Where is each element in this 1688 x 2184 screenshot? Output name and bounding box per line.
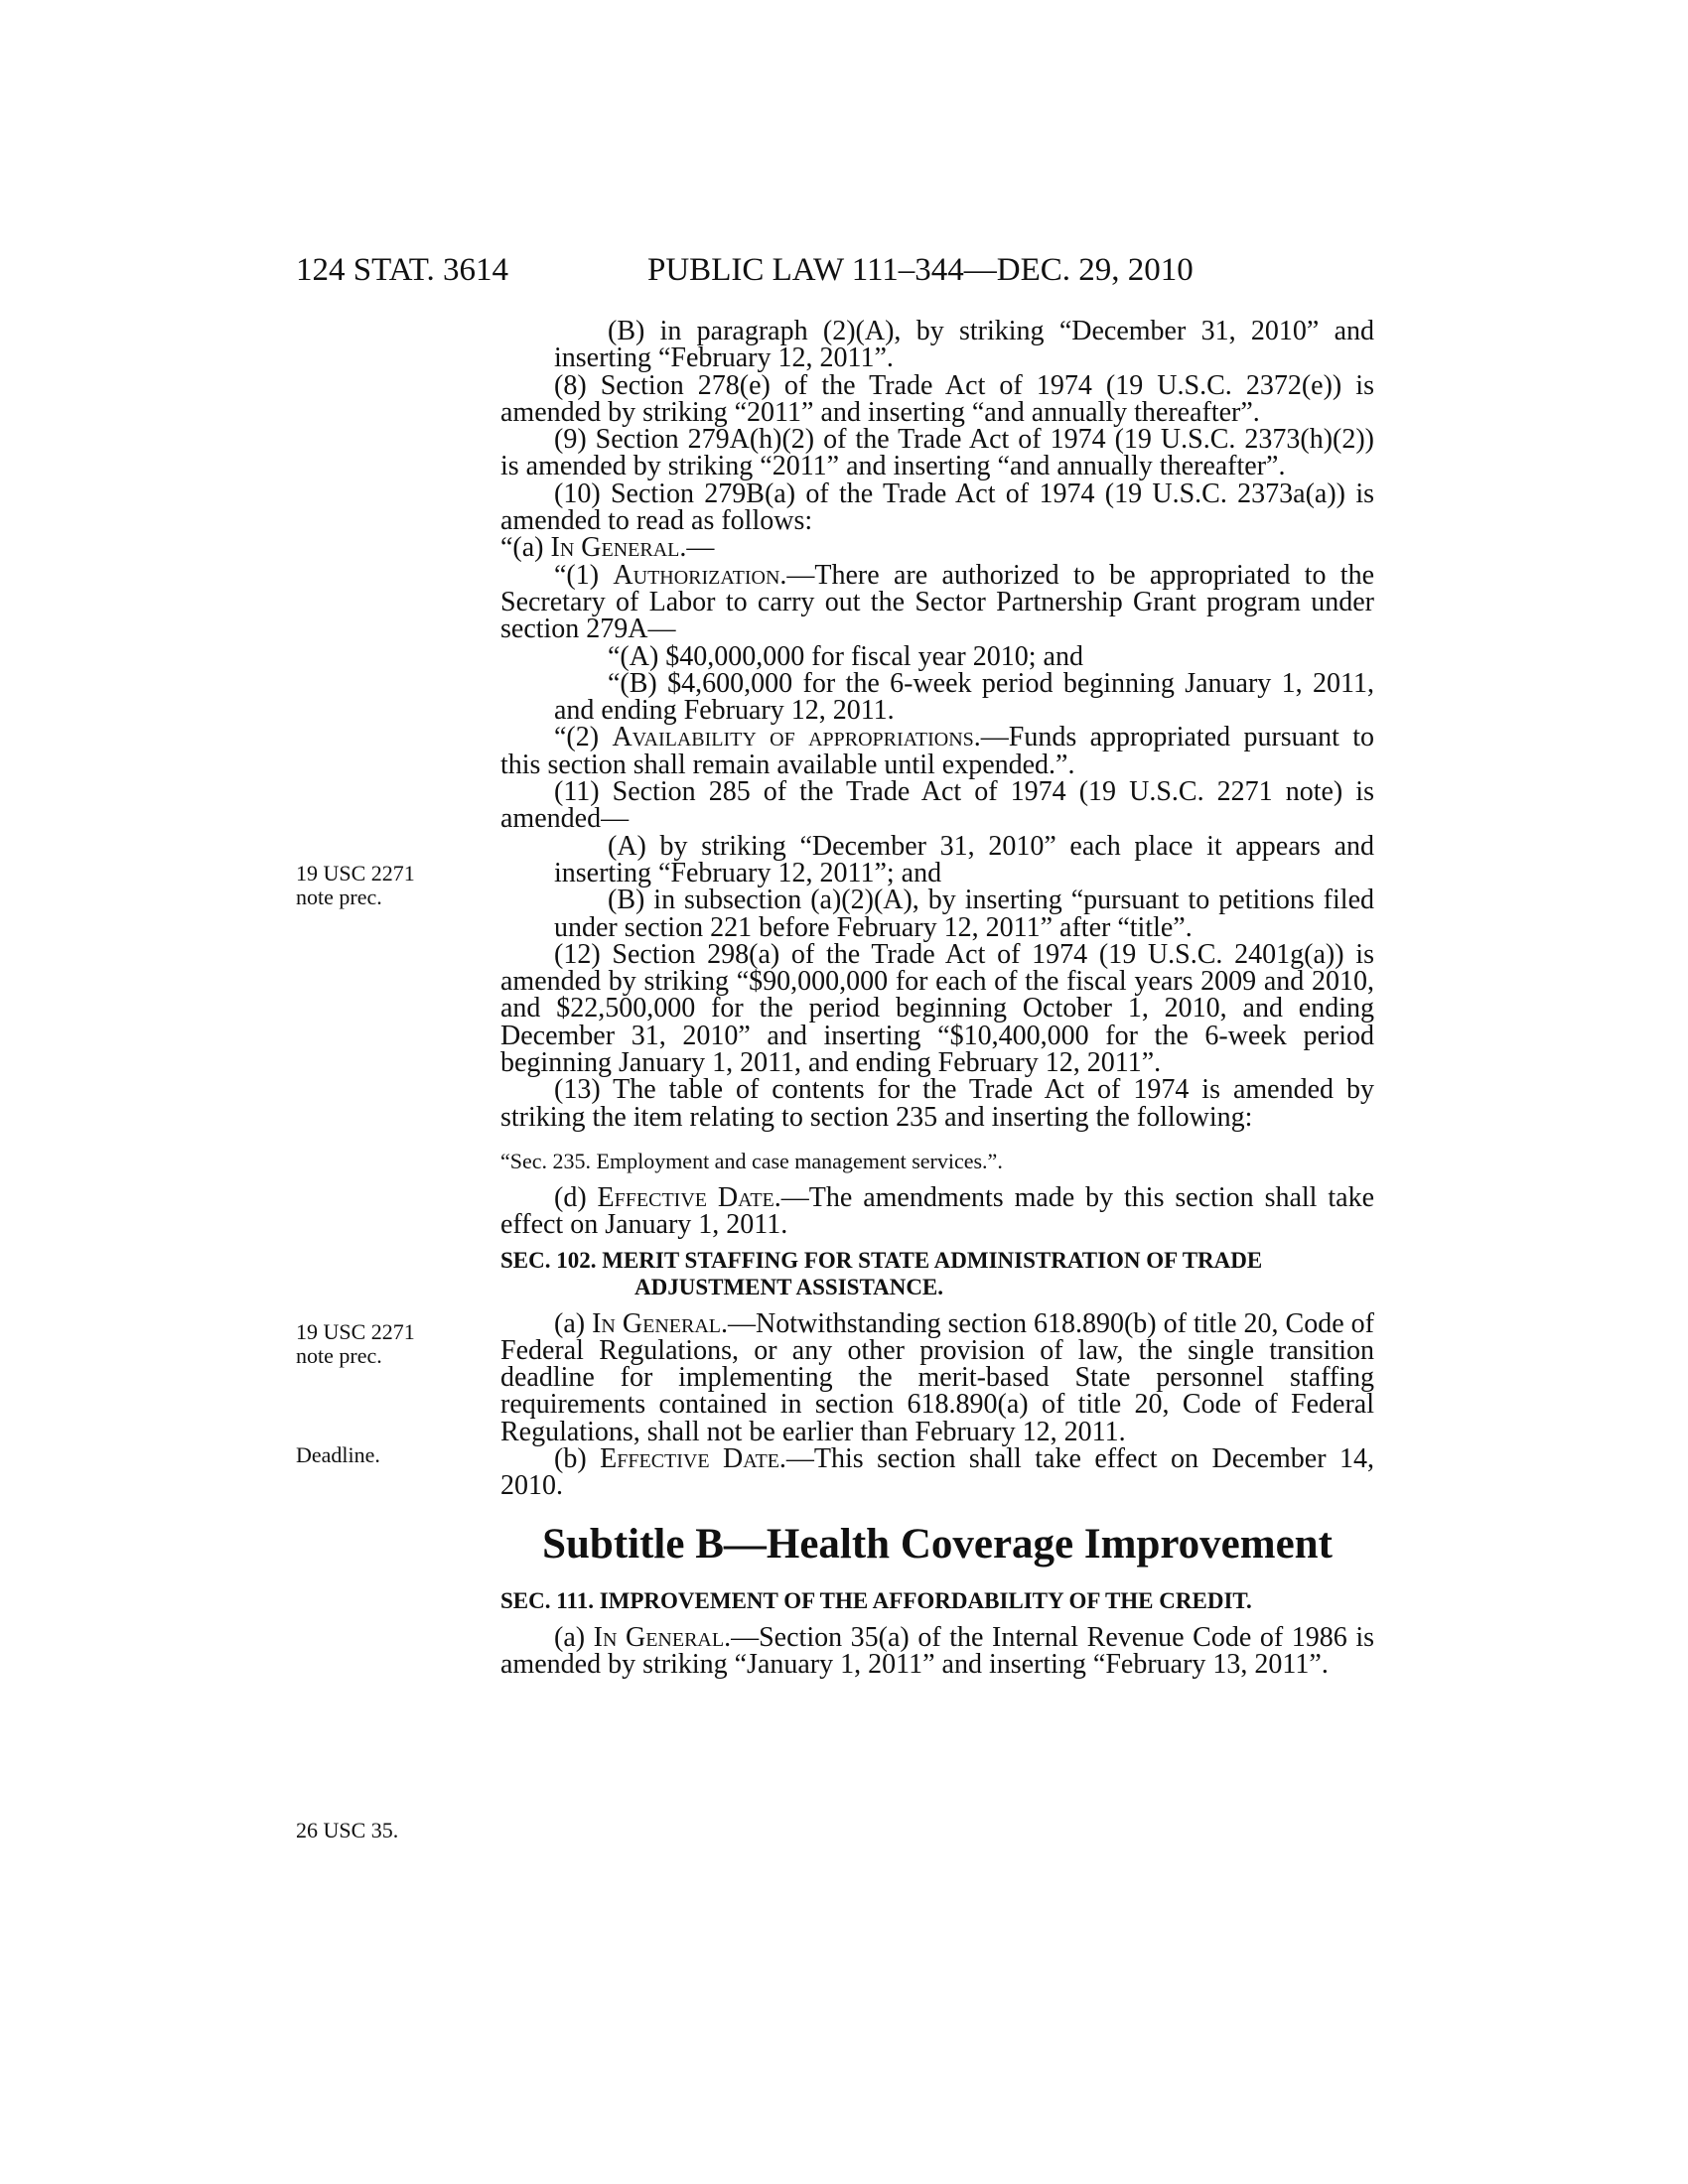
margin-note-usc-1: 19 USC 2271 note prec. — [296, 861, 415, 909]
paragraph-12: (12) Section 298(a) of the Trade Act of 1974 (19 U.S.C. 2401g(a)) is amended by striking “$90,000,000 for each of the fiscal years 2009 and 2010, and $22,500,000 for the period beginning October 1, 2010, and ending December 31, 2010” and inserting “$10,400,000 for the 6-week period beginning January 1, 2011, and ending February 12, 2011”. — [500, 938, 1374, 1079]
margin-note-usc-3: 26 USC 35. — [296, 1818, 399, 1843]
section-111-heading: SEC. 111. IMPROVEMENT OF THE AFFORDABILITY OF THE CREDIT. — [500, 1587, 1252, 1613]
paragraph-9: (9) Section 279A(h)(2) of the Trade Act of 1974 (19 U.S.C. 2373(h)(2)) is amended by striking “2011” and inserting “and annually thereafter”. — [500, 424, 1374, 482]
page-running-title: PUBLIC LAW 111–344—DEC. 29, 2010 — [647, 252, 1194, 288]
paragraph-11-a: (A) by striking “December 31, 2010” each place it appears and inserting “February 12, 2011”; and — [554, 830, 1374, 888]
paragraph-11-b: (B) in subsection (a)(2)(A), by inserting “pursuant to petitions filed under section 221 before February 12, 2011” after “title”. — [554, 885, 1374, 943]
section-102-a: (a) In General.—Notwithstanding section 618.890(b) of title 20, Code of Federal Regulations, or any other provision of law, the single transition deadline for implementing the merit-based State personnel staffing requirements contained in section 618.890(a) of title 20, Code of Federal Regulations, shall not be earlier than February 12, 2011. — [500, 1307, 1374, 1447]
paragraph-10-2: “(2) Availability of appropriations.—Funds appropriated pursuant to this section shall remain available until expended.”. — [500, 722, 1375, 780]
section-111-a: (a) In General.—Section 35(a) of the Internal Revenue Code of 1986 is amended by striking “January 1, 2011” and inserting “February 13, 2011”. — [500, 1621, 1375, 1680]
paragraph-10: (10) Section 279B(a) of the Trade Act of 1974 (19 U.S.C. 2373a(a)) is amended to read as follows: — [500, 478, 1374, 537]
section-102-b: (b) Effective Date.—This section shall take effect on December 14, 2010. — [500, 1442, 1375, 1502]
paragraph-7b: (B) in paragraph (2)(A), by striking “December 31, 2010” and inserting “February 12, 2011”. — [554, 316, 1374, 374]
subtitle-heading: Subtitle B—Health Coverage Improvement — [542, 1520, 1333, 1568]
paragraph-10-1-a: “(A) $40,000,000 for fiscal year 2010; and — [608, 640, 1083, 672]
paragraph-d-effective-date: (d) Effective Date.—The amendments made by this section shall take effect on January 1, 2011. — [500, 1181, 1374, 1241]
paragraph-13: (13) The table of contents for the Trade Act of 1974 is amended by striking the item relating to section 235 and inserting the following: — [500, 1074, 1374, 1133]
paragraph-10-a: “(a) In General.— — [500, 532, 715, 564]
paragraph-8: (8) Section 278(e) of the Trade Act of 1974 (19 U.S.C. 2372(e)) is amended by striking “2011” and inserting “and annually thereafter”. — [500, 369, 1374, 428]
paragraph-10-1-b: “(B) $4,600,000 for the 6-week period beginning January 1, 2011, and ending February 12, 2011. — [554, 667, 1374, 727]
statute-body — [500, 318, 1374, 1678]
margin-note-usc-2: 19 USC 2271 note prec. — [296, 1319, 415, 1368]
paragraph-11: (11) Section 285 of the Trade Act of 1974 (19 U.S.C. 2271 note) is amended— — [500, 776, 1374, 835]
paragraph-10-1: “(1) Authorization.—There are authorized to be appropriated to the Secretary of Labor to carry out the Sector Partnership Grant program under section 279A— — [500, 559, 1374, 645]
page-stat-citation: 124 STAT. 3614 — [296, 252, 509, 288]
section-102-heading: SEC. 102. MERIT STAFFING FOR STATE ADMINISTRATION OF TRADE ADJUSTMENT ASSISTANCE. — [500, 1247, 1263, 1299]
margin-note-deadline: Deadline. — [296, 1442, 380, 1467]
toc-item-quote: “Sec. 235. Employment and case management services.”. — [500, 1148, 1003, 1173]
